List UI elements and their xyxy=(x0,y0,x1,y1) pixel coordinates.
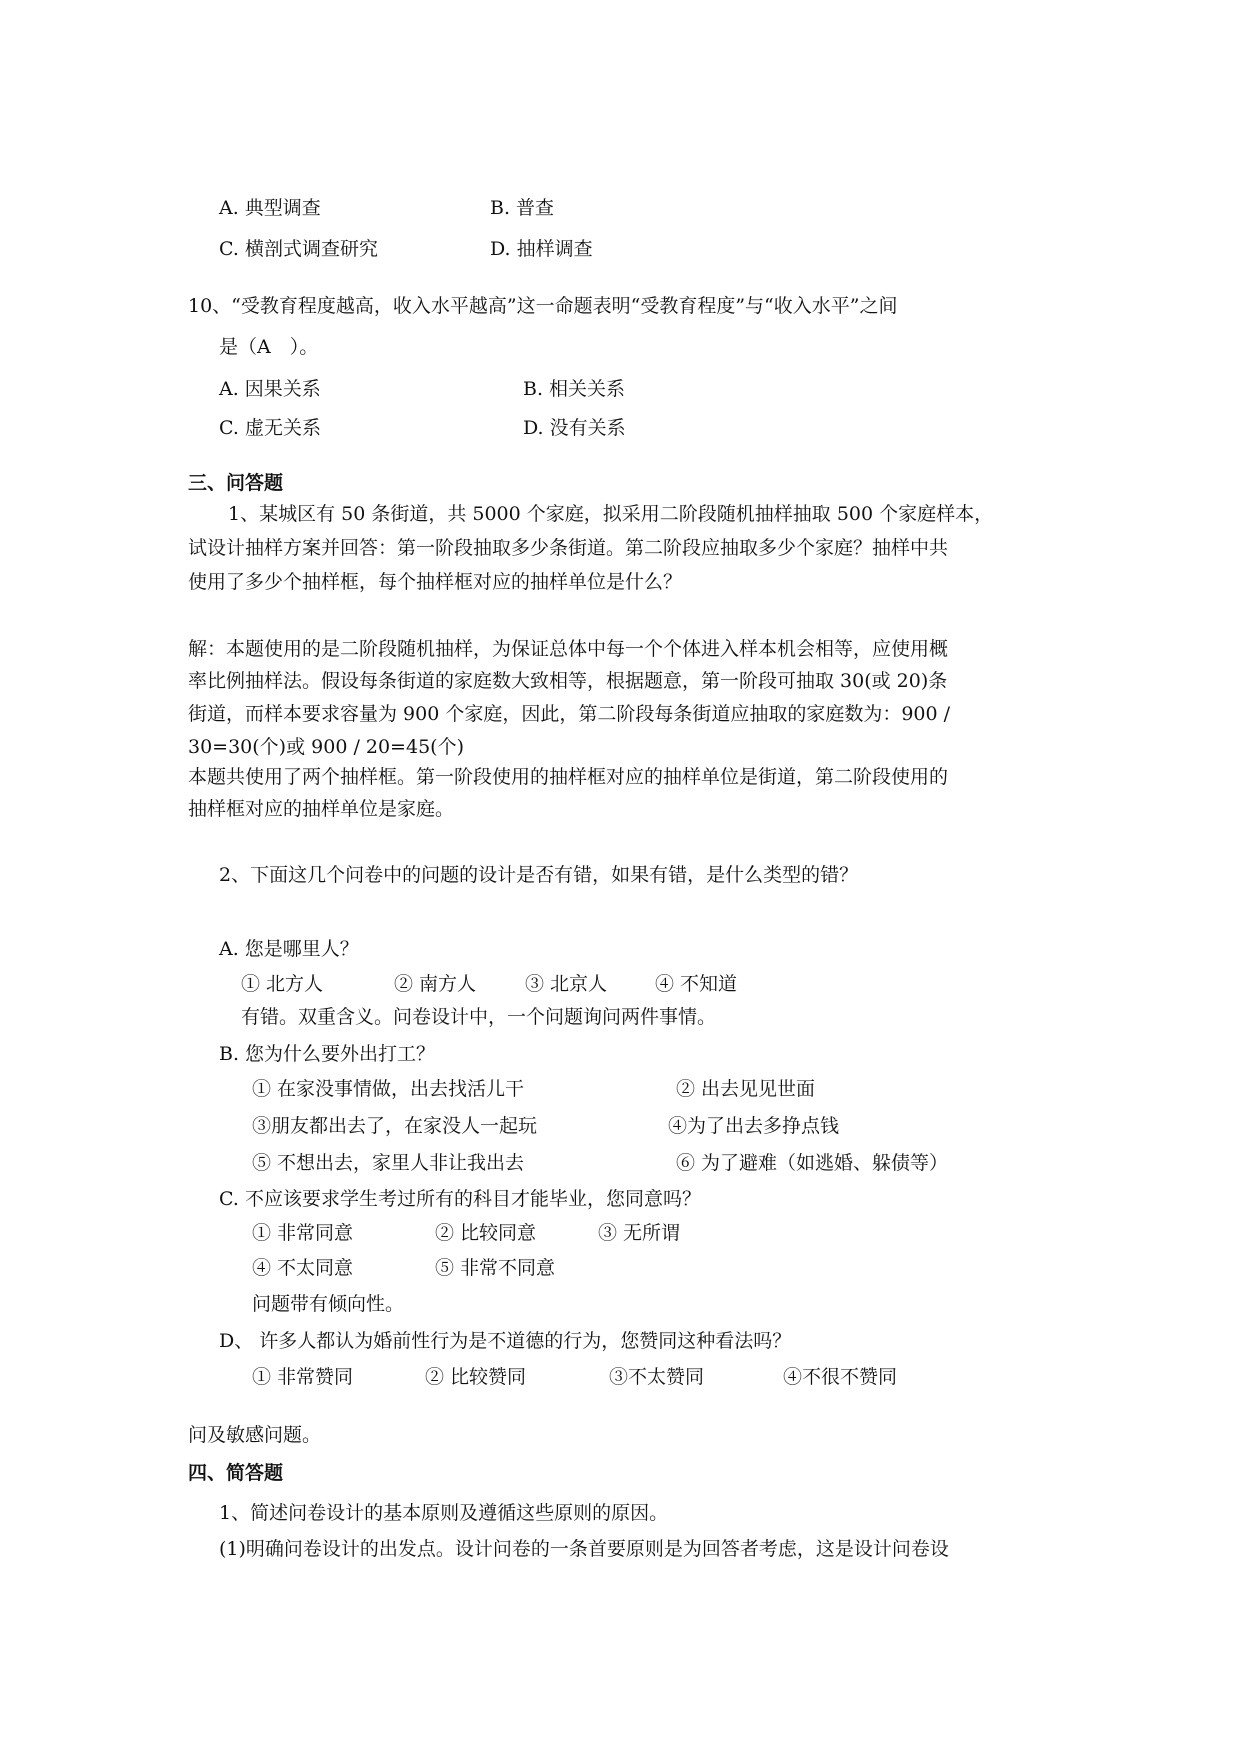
q10-option-d: D. 没有关系 xyxy=(523,417,626,439)
item-d-question: D、 许多人都认为婚前性行为是不道德的行为，您赞同这种看法吗？ xyxy=(219,1330,792,1352)
s3-answer1-line-6: 抽样框对应的抽样单位是家庭。 xyxy=(188,798,455,820)
q9-option-b: B. 普查 xyxy=(490,197,555,219)
item-b-option-2: ② 出去见见世面 xyxy=(676,1078,816,1100)
s3-q2-stem: 2、下面这几个问卷中的问题的设计是否有错，如果有错，是什么类型的错？ xyxy=(219,864,859,886)
q9-option-a: A. 典型调查 xyxy=(219,197,321,219)
item-d-option-1: ① 非常赞同 xyxy=(252,1366,354,1388)
s4-q1: 1、简述问卷设计的基本原则及遵循这些原则的原因。 xyxy=(219,1502,669,1524)
s3-answer1-line-1: 解：本题使用的是二阶段随机抽样，为保证总体中每一个个体进入样本机会相等，应使用概 xyxy=(188,638,949,660)
item-a-option-2: ② 南方人 xyxy=(394,973,477,995)
s3-answer1-line-3: 街道，而样本要求容量为 900 个家庭，因此，第二阶段每条街道应抽取的家庭数为：900 / xyxy=(188,703,951,725)
item-d-option-4: ④不很不赞同 xyxy=(783,1366,898,1388)
item-a-option-3: ③ 北京人 xyxy=(525,973,608,995)
s3-q1-line-1: 1、某城区有 50 条街道，共 5000 个家庭，拟采用二阶段随机抽样抽取 500 个家庭样本， xyxy=(228,503,994,525)
q10-option-b: B. 相关关系 xyxy=(523,378,626,400)
item-b-question: B. 您为什么要外出打工？ xyxy=(219,1043,436,1065)
item-c-question: C. 不应该要求学生考过所有的科目才能毕业，您同意吗？ xyxy=(219,1188,701,1210)
q10-option-a: A. 因果关系 xyxy=(219,378,321,400)
item-b-option-3: ③朋友都出去了，在家没人一起玩 xyxy=(252,1115,538,1137)
q10-option-c: C. 虚无关系 xyxy=(219,417,321,439)
section4-heading: 四、简答题 xyxy=(188,1462,284,1484)
s3-q1-line-3: 使用了多少个抽样框，每个抽样框对应的抽样单位是什么？ xyxy=(188,571,683,593)
item-c-comment: 问题带有倾向性。 xyxy=(252,1293,405,1315)
item-c-option-1: ① 非常同意 xyxy=(252,1222,354,1244)
s3-answer1-line-2: 率比例抽样法。假设每条街道的家庭数大致相等，根据题意，第一阶段可抽取 30(或 20)条 xyxy=(188,670,948,692)
item-d-comment: 问及敏感问题。 xyxy=(188,1424,322,1446)
q10-stem-cont: 是（A ）。 xyxy=(219,336,319,358)
item-c-option-4: ④ 不太同意 xyxy=(252,1257,354,1279)
item-b-option-5: ⑤ 不想出去，家里人非让我出去 xyxy=(252,1152,525,1174)
item-a-question: A. 您是哪里人？ xyxy=(219,938,359,960)
s3-q1-line-2: 试设计抽样方案并回答：第一阶段抽取多少条街道。第二阶段应抽取多少个家庭？抽样中共 xyxy=(188,537,949,559)
item-b-option-1: ① 在家没事情做，出去找活儿干 xyxy=(252,1078,525,1100)
item-a-comment: 有错。双重含义。问卷设计中，一个问题询问两件事情。 xyxy=(241,1006,717,1028)
item-b-option-6: ⑥ 为了避难（如逃婚、躲债等） xyxy=(676,1152,949,1174)
item-c-option-2: ② 比较同意 xyxy=(435,1222,537,1244)
q9-option-d: D. 抽样调查 xyxy=(490,238,593,260)
s3-answer1-line-4: 30=30(个)或 900 / 20=45(个) xyxy=(188,736,464,758)
item-d-option-2: ② 比较赞同 xyxy=(425,1366,527,1388)
q10-stem: 10、“受教育程度越高，收入水平越高”这一命题表明“受教育程度”与“收入水平”之间 xyxy=(188,295,898,317)
q9-option-c: C. 横剖式调查研究 xyxy=(219,238,378,260)
item-c-option-3: ③ 无所谓 xyxy=(598,1222,681,1244)
item-d-option-3: ③不太赞同 xyxy=(609,1366,705,1388)
item-a-option-1: ① 北方人 xyxy=(241,973,324,995)
item-b-option-4: ④为了出去多挣点钱 xyxy=(668,1115,840,1137)
section3-heading: 三、问答题 xyxy=(188,472,284,494)
item-c-option-5: ⑤ 非常不同意 xyxy=(435,1257,556,1279)
s3-answer1-line-5: 本题共使用了两个抽样框。第一阶段使用的抽样框对应的抽样单位是街道，第二阶段使用的 xyxy=(188,766,949,788)
s4-paragraph-1: (1)明确问卷设计的出发点。设计问卷的一条首要原则是为回答者考虑，这是设计问卷设 xyxy=(219,1538,949,1560)
item-a-option-4: ④ 不知道 xyxy=(655,973,738,995)
